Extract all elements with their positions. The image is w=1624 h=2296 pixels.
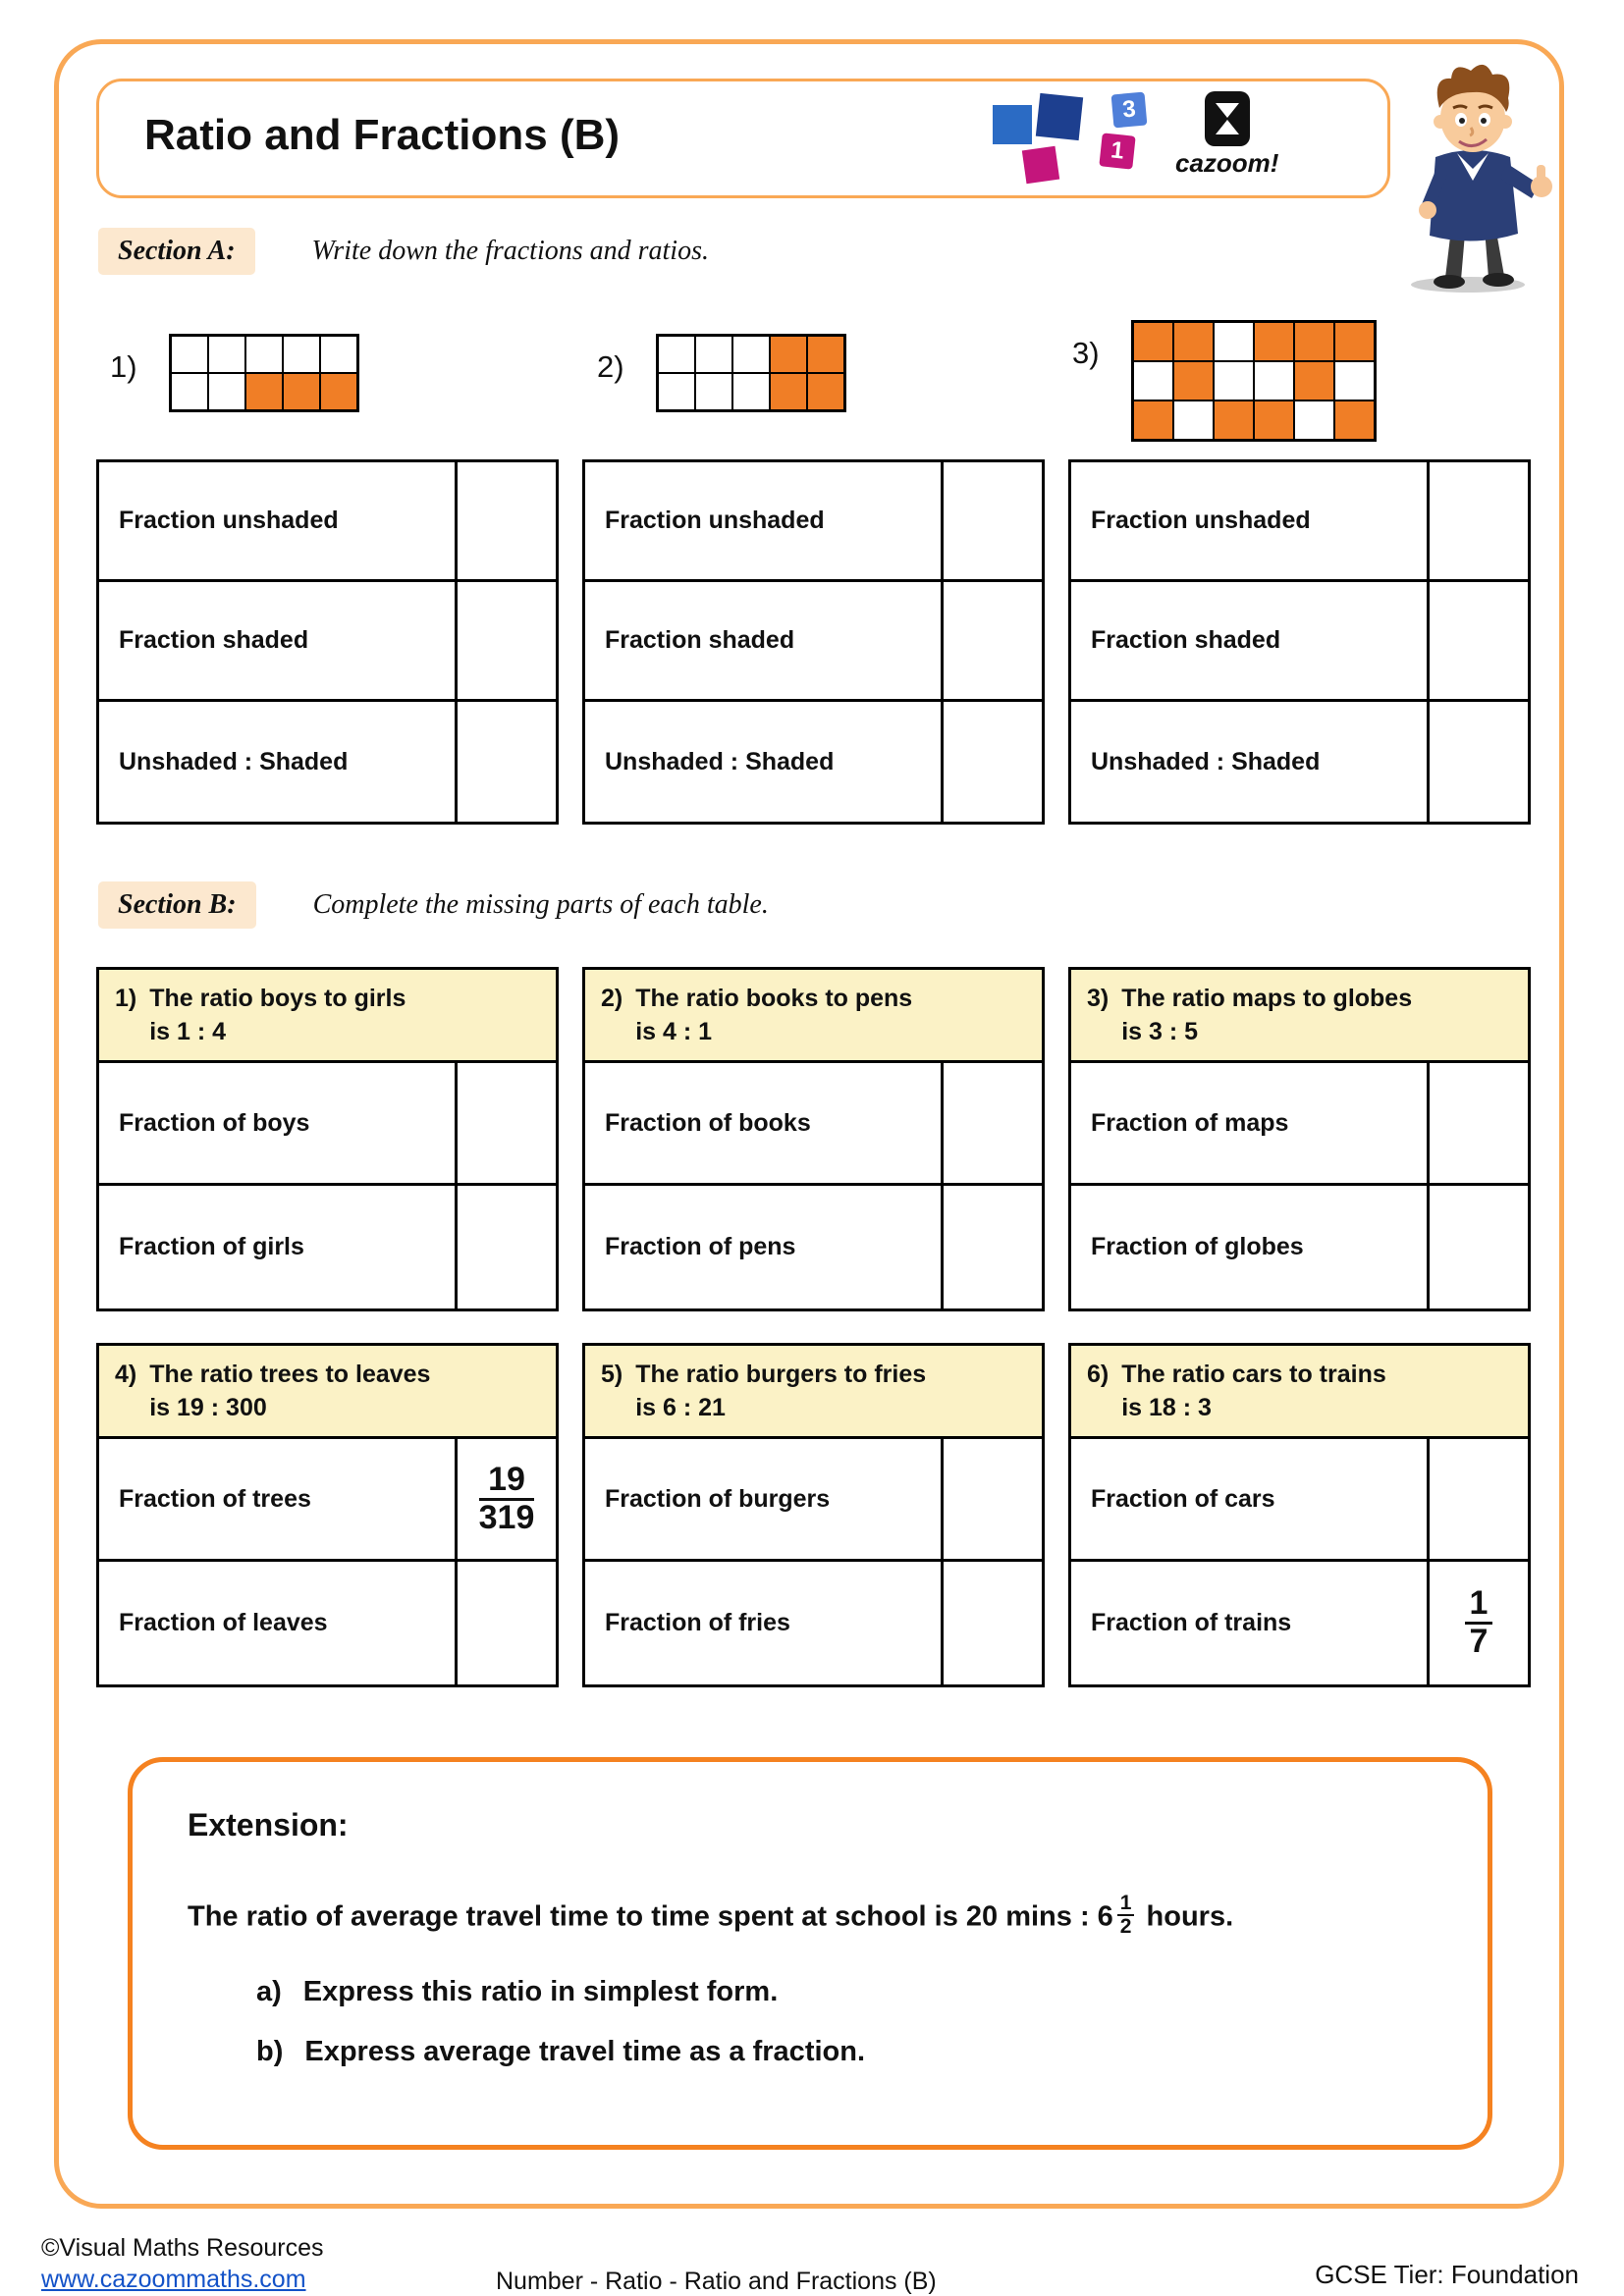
answer-cell [1427, 582, 1528, 699]
problem-title [1121, 1359, 1386, 1425]
grid-row [1133, 361, 1375, 400]
section-b-label: Section B: [98, 881, 256, 929]
table-row [1071, 1562, 1528, 1684]
answer-cell [455, 702, 556, 822]
shaded-cell [1334, 400, 1375, 440]
problem-number: 3) [1087, 985, 1110, 1012]
unshaded-cell [171, 373, 208, 410]
problem-number: 1) [110, 349, 137, 384]
answer-cell [941, 702, 1042, 822]
unshaded-cell [1214, 322, 1254, 361]
mixed-number-fraction: $\frac{1}{2}$ [1117, 1893, 1135, 1938]
ratio-problem-table [1068, 967, 1531, 1311]
answer-cell [1427, 1186, 1528, 1308]
row-label: Unshaded : Shaded [1091, 747, 1321, 775]
problem-number: 3) [1072, 336, 1100, 370]
problem-number: 4) [115, 1361, 137, 1388]
problem-title-line2: is 18 : 3 [1121, 1393, 1212, 1421]
table-row [585, 1063, 1042, 1186]
brand-block [1175, 91, 1278, 179]
table-row [99, 1439, 556, 1562]
row-label: Fraction of pens [605, 1233, 796, 1260]
section-a-tables [96, 459, 1531, 825]
website-link[interactable]: www.cazoommaths.com [41, 2266, 306, 2293]
problem-title [149, 983, 406, 1049]
extension-question [188, 1892, 1234, 1941]
row-label: Fraction unshaded [605, 507, 825, 534]
row-label: Fraction of girls [119, 1233, 304, 1260]
shaded-cell [1254, 322, 1294, 361]
shaded-cell [1214, 400, 1254, 440]
grid-row [171, 336, 357, 373]
shaded-cell [320, 373, 357, 410]
logo-square-navy-icon [1036, 93, 1083, 140]
section-b-tables-row-1 [96, 967, 1531, 1311]
table-row [585, 462, 1042, 582]
shaded-cell [1334, 322, 1375, 361]
logo-square-pink-icon [1022, 146, 1059, 184]
problem-header [99, 970, 556, 1063]
answer-cell [1427, 1063, 1528, 1183]
table-row [99, 1562, 556, 1684]
problem-title-line1: The ratio cars to trains [1121, 1361, 1386, 1388]
unshaded-cell [1334, 361, 1375, 400]
table-row [1071, 702, 1528, 822]
row-label: Fraction of cars [1091, 1484, 1275, 1513]
section-a-label: Section A: [98, 228, 255, 275]
shaded-cell [770, 336, 807, 373]
ratio-problem-table [96, 1343, 559, 1687]
logo-number-tile-3: 3 [1111, 92, 1148, 129]
section-b-tables-row-2 [96, 1343, 1531, 1687]
answer-cell [455, 462, 556, 579]
row-label: Fraction of trees [119, 1484, 311, 1513]
answer-cell [455, 1186, 556, 1308]
problem-title-line2: is 19 : 300 [149, 1393, 267, 1421]
unshaded-cell [283, 336, 320, 373]
problem-title [635, 983, 912, 1049]
ratio-problem-table [1068, 1343, 1531, 1687]
answer-cell [1427, 1562, 1528, 1684]
table-row [99, 582, 556, 702]
copyright-text: ©Visual Maths Resources [41, 2234, 324, 2262]
item-letter: a) [256, 1976, 282, 2007]
grid-row [171, 373, 357, 410]
section-a-instruction: Write down the fractions and ratios. [311, 236, 709, 266]
fraction-denominator: 7 [1469, 1623, 1489, 1660]
problem-header [1071, 970, 1528, 1063]
header [96, 79, 1390, 198]
unshaded-cell [1254, 361, 1294, 400]
unshaded-cell [695, 336, 732, 373]
answer-cell [941, 1439, 1042, 1559]
unshaded-cell [1294, 400, 1334, 440]
table-row [585, 702, 1042, 822]
fraction-answer [1465, 1586, 1493, 1659]
unshaded-cell [732, 373, 770, 410]
shaded-cell [1294, 322, 1334, 361]
problem-number: 5) [601, 1361, 623, 1388]
grid-row [658, 373, 844, 410]
extension-box [128, 1757, 1492, 2150]
fraction-numerator: 1 [1465, 1586, 1493, 1625]
row-label: Fraction unshaded [1091, 507, 1311, 534]
problem-title-line1: The ratio books to pens [635, 985, 913, 1012]
row-label: Fraction of trains [1091, 1609, 1292, 1636]
problem-title [149, 1359, 430, 1425]
answer-cell [455, 1439, 556, 1559]
row-label: Fraction of books [605, 1108, 811, 1137]
table-row [99, 1063, 556, 1186]
unshaded-cell [245, 336, 283, 373]
section-a-problem-2 [597, 334, 846, 412]
answer-cell [941, 462, 1042, 579]
row-label: Fraction of globes [1091, 1233, 1304, 1260]
table-row [1071, 1439, 1528, 1562]
shaded-cell [807, 336, 844, 373]
hourglass-icon [1205, 91, 1250, 146]
table-row [585, 1186, 1042, 1308]
unshaded-cell [208, 336, 245, 373]
section-a-problem-1 [110, 334, 359, 412]
unshaded-cell [1133, 361, 1173, 400]
shaded-cell [245, 373, 283, 410]
ratio-problem-table [582, 967, 1045, 1311]
shaded-cell [1133, 322, 1173, 361]
page-title: Ratio and Fractions (B) [144, 111, 621, 159]
answer-cell [941, 582, 1042, 699]
shaded-cell [770, 373, 807, 410]
item-letter: b) [256, 2036, 284, 2067]
row-label: Fraction of leaves [119, 1609, 328, 1636]
shaded-cell [1173, 322, 1214, 361]
unshaded-cell [695, 373, 732, 410]
table-row [1071, 582, 1528, 702]
unshaded-cell [732, 336, 770, 373]
problem-title-line2: is 4 : 1 [635, 1017, 713, 1045]
extension-text-after: hours. [1138, 1900, 1234, 1933]
problem-number: 1) [115, 985, 137, 1012]
row-label: Fraction of boys [119, 1108, 310, 1137]
shaded-cell [807, 373, 844, 410]
unshaded-cell [1214, 361, 1254, 400]
section-a-heading [98, 228, 709, 275]
brand-name: cazoom! [1175, 148, 1279, 178]
row-label: Unshaded : Shaded [119, 747, 349, 775]
answer-cell [1427, 1439, 1528, 1559]
answer-cell [1427, 462, 1528, 579]
item-text: Express average travel time as a fraction. [304, 2036, 866, 2067]
row-label: Unshaded : Shaded [605, 747, 835, 775]
section-b-instruction: Complete the missing parts of each table. [312, 889, 769, 920]
tier-label: GCSE Tier: Foundation [1315, 2260, 1579, 2289]
answer-cell [941, 1186, 1042, 1308]
grid-row [1133, 322, 1375, 361]
problem-title-line1: The ratio maps to globes [1121, 985, 1413, 1012]
table-row [585, 582, 1042, 702]
grid-row [658, 336, 844, 373]
unshaded-cell [320, 336, 357, 373]
problem-title-line2: is 1 : 4 [149, 1017, 227, 1045]
fraction-ratio-table [96, 459, 559, 825]
fraction-ratio-table [582, 459, 1045, 825]
table-row [1071, 1063, 1528, 1186]
problem-title-line2: is 3 : 5 [1121, 1017, 1199, 1045]
problem-header [99, 1346, 556, 1439]
fraction-numerator: 19 [479, 1463, 535, 1501]
mascot-boy-illustration [1375, 47, 1571, 293]
table-row [99, 1186, 556, 1308]
unshaded-cell [1173, 400, 1214, 440]
fraction-grid-1 [169, 334, 359, 412]
worksheet-breadcrumb: Number - Ratio - Ratio and Fractions (B) [496, 2268, 937, 2295]
table-row [585, 1439, 1042, 1562]
unshaded-cell [658, 373, 695, 410]
fraction-denominator: 319 [478, 1498, 535, 1536]
extension-item-a [256, 1976, 865, 2008]
table-row [1071, 1186, 1528, 1308]
row-label: Fraction shaded [119, 626, 309, 654]
extension-label: Extension: [188, 1807, 349, 1842]
extension-items [256, 1976, 865, 2068]
problem-header [585, 970, 1042, 1063]
fraction-answer [478, 1460, 535, 1536]
problem-title-line2: is 6 : 21 [635, 1393, 726, 1421]
problem-number: 6) [1087, 1361, 1110, 1388]
problem-title-line1: The ratio boys to girls [149, 985, 406, 1012]
problem-number: 2) [597, 349, 624, 384]
table-row [99, 702, 556, 822]
shaded-cell [1173, 361, 1214, 400]
section-a-problem-3 [1072, 320, 1377, 442]
answer-cell [455, 1063, 556, 1183]
answer-cell [1427, 702, 1528, 822]
problem-header [585, 1346, 1042, 1439]
logo-square-blue-icon [993, 105, 1032, 144]
table-row [585, 1562, 1042, 1684]
answer-cell [941, 1562, 1042, 1684]
row-label: Fraction shaded [1091, 626, 1281, 654]
answer-cell [941, 1063, 1042, 1183]
row-label: Fraction unshaded [119, 507, 339, 534]
problem-header [1071, 1346, 1528, 1439]
unshaded-cell [171, 336, 208, 373]
table-row [99, 462, 556, 582]
ratio-problem-table [96, 967, 559, 1311]
ratio-problem-table [582, 1343, 1045, 1687]
unshaded-cell [208, 373, 245, 410]
problem-title-line1: The ratio burgers to fries [635, 1361, 927, 1388]
extension-item-b [256, 2036, 865, 2068]
row-label: Fraction of maps [1091, 1108, 1289, 1137]
table-row [1071, 462, 1528, 582]
row-label: Fraction shaded [605, 626, 795, 654]
fraction-grid-3 [1131, 320, 1377, 442]
problem-number: 2) [601, 985, 623, 1012]
problem-title [1121, 983, 1412, 1049]
problem-title-line1: The ratio trees to leaves [149, 1361, 431, 1388]
row-label: Fraction of burgers [605, 1484, 831, 1513]
shaded-cell [1254, 400, 1294, 440]
unshaded-cell [658, 336, 695, 373]
row-label: Fraction of fries [605, 1609, 790, 1636]
grid-row [1133, 400, 1375, 440]
shaded-cell [283, 373, 320, 410]
fraction-grid-2 [656, 334, 846, 412]
logo-number-tile-1: 1 [1099, 133, 1135, 169]
section-b-heading [98, 881, 769, 929]
shaded-cell [1294, 361, 1334, 400]
shaded-cell [1133, 400, 1173, 440]
extension-text-before: The ratio of average travel time to time spent at school is 20 mins : 6 [188, 1900, 1113, 1933]
item-text: Express this ratio in simplest form. [302, 1976, 779, 2007]
cazoom-logo [993, 89, 1287, 191]
answer-cell [455, 582, 556, 699]
problem-title [635, 1359, 926, 1425]
fraction-ratio-table [1068, 459, 1531, 825]
answer-cell [455, 1562, 556, 1684]
